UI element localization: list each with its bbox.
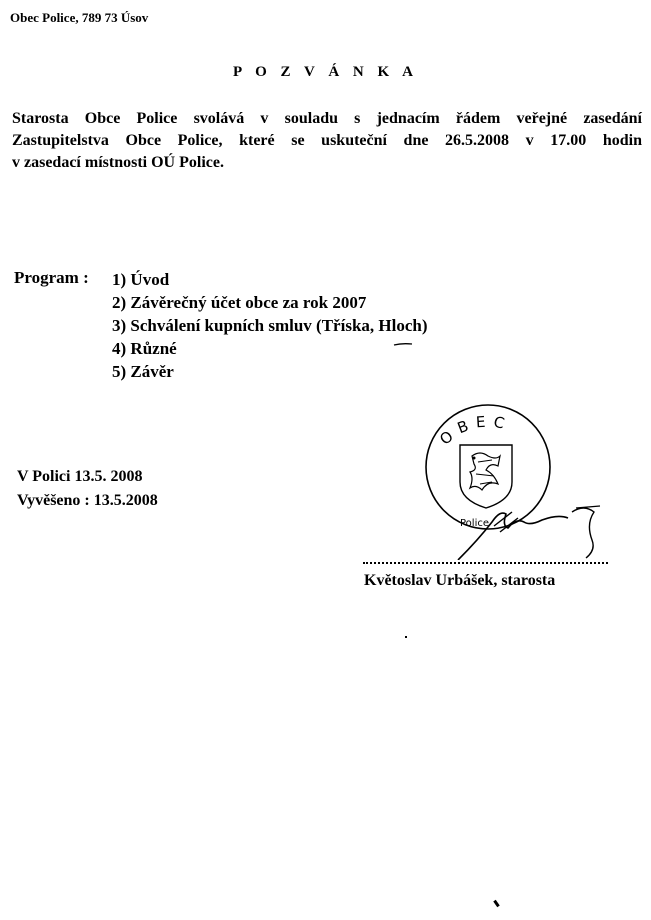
program-item: 3) Schválení kupních smluv (Tříska, Hloch) — [112, 316, 428, 335]
document-title: P O Z V Á N K A — [233, 64, 418, 80]
signer-name: Květoslav Urbášek, starosta — [364, 572, 556, 589]
stamp-bottom-text: Police — [460, 518, 489, 529]
body-line-3: v zasedací místnosti OÚ Police. — [12, 154, 224, 171]
posted-date: Vyvěšeno : 13.5.2008 — [17, 492, 158, 509]
program-item: 5) Závěr — [112, 362, 174, 381]
program-label: Program : — [14, 268, 89, 287]
place-date: V Polici 13.5. 2008 — [17, 468, 143, 485]
program-item: 2) Závěrečný účet obce za rok 2007 — [112, 293, 367, 312]
body-line-1: Starosta Obce Police svolává v souladu s jednacím řádem veřejné zasedání — [12, 110, 642, 127]
body-line-2: Zastupitelstva Obce Police, které se uskuteční dne 26.5.2008 v 17.00 hodin — [12, 132, 642, 149]
signature-line — [363, 562, 608, 564]
program-item: 1) Úvod — [112, 270, 170, 289]
official-stamp — [408, 400, 608, 560]
coat-of-arms-icon — [460, 445, 512, 508]
program-item: 4) Různé — [112, 339, 177, 358]
scan-speck — [405, 636, 407, 638]
stamp-top-text: OBEC — [436, 412, 514, 449]
scan-speck — [493, 900, 499, 907]
sender-address: Obec Police, 789 73 Úsov — [10, 10, 149, 25]
invitation-body — [12, 108, 642, 174]
program-list — [112, 268, 428, 383]
pen-mark — [392, 340, 416, 348]
